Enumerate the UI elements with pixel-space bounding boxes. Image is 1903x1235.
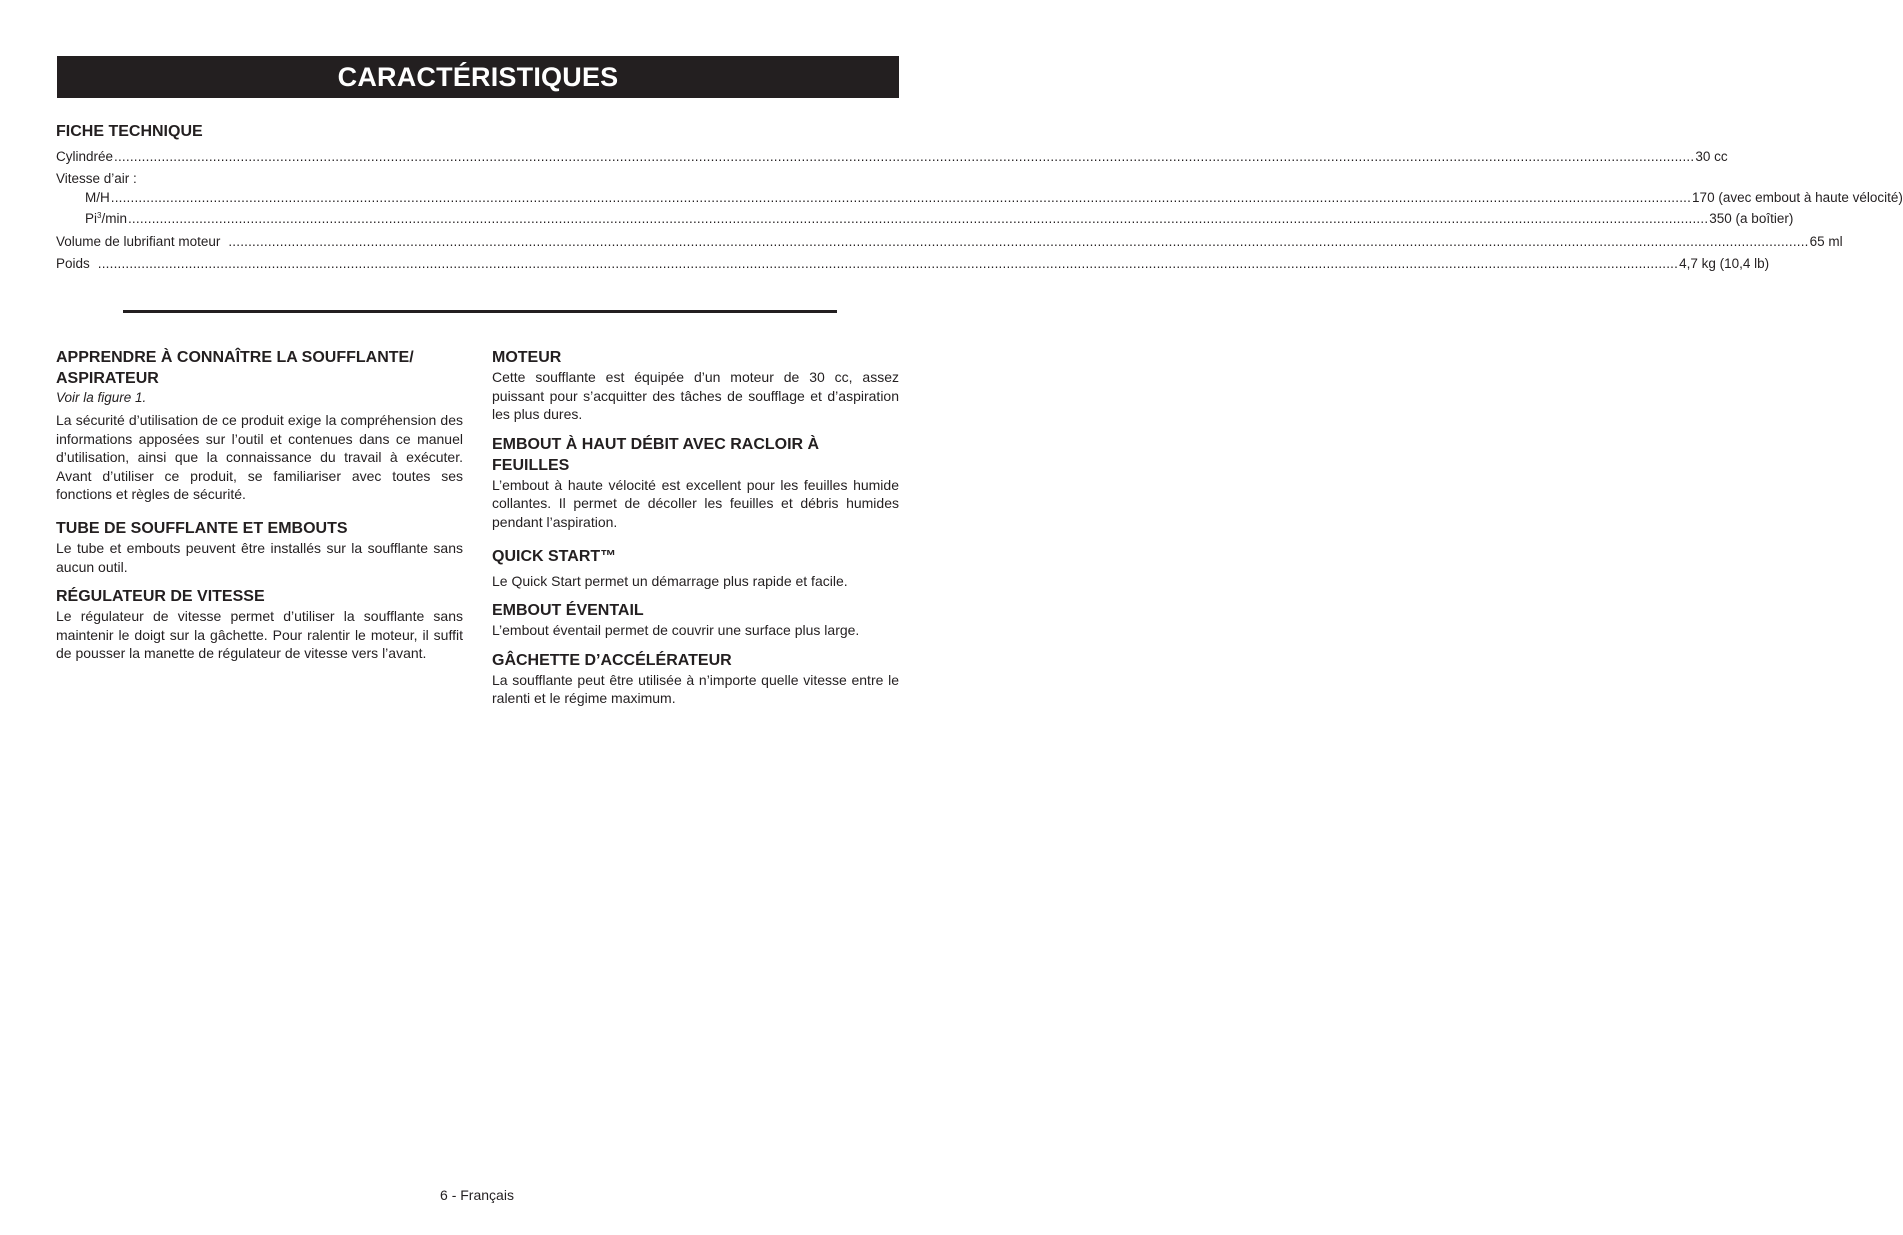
section-body-apprendre: La sécurité d’utilisation de ce produit exige la compréhension des informations apposées sur l’outil et contenues dans ce manuel d’utilisation, ainsi que la connaissance du travail à exécuter. Avant d’utiliser ce produit, se familiariser avec toutes ses fonctions et règles de sécurité.: [56, 412, 463, 503]
section-title-tube: TUBE DE SOUFFLANTE ET EMBOUTS: [56, 519, 348, 537]
spec-row-pi3min: [85, 210, 1794, 228]
spec-label: Volume de lubrifiant moteur: [56, 234, 221, 249]
section-title-regulateur: RÉGULATEUR DE VITESSE: [56, 588, 265, 606]
spec-row-vitesse-air: [56, 170, 894, 188]
spec-label: Cylindrée: [56, 149, 114, 164]
section-title-embout-eventail: EMBOUT ÉVENTAIL: [492, 602, 644, 620]
section-body-embout-haut-debit: L’embout à haute vélocité est excellent pour les feuilles humide collantes. Il permet de décoller les feuilles et débris humides pendant l’aspiration.: [492, 476, 899, 530]
spec-value: 170 (avec embout à haute vélocité): [1692, 190, 1903, 205]
figure-reference: Voir la figure 1.: [56, 390, 147, 405]
spec-value: 30 cc: [1695, 149, 1728, 164]
spec-label: M/H: [85, 190, 110, 205]
spec-heading: FICHE TECHNIQUE: [56, 123, 203, 140]
spec-value: 65 ml: [1809, 234, 1843, 249]
spec-label: Pi$^3$/min: [85, 211, 127, 226]
section-title-quick-start: QUICK START™: [492, 547, 617, 565]
dot-leader: ................................................................................................................................................................................................................................................................................................................................................................................................................: [97, 256, 1679, 271]
right-column: [492, 347, 899, 708]
section-title-embout-haut-debit: EMBOUT À HAUT DÉBIT AVEC RACLOIR À FEUILLES: [492, 435, 820, 474]
dot-leader: ................................................................................................................................................................................................................................................................................................................................................................................................................: [110, 190, 1692, 205]
spec-row-cylindree: [56, 148, 1728, 166]
spec-row-lubrifiant: [56, 233, 1843, 251]
section-title-moteur: MOTEUR: [492, 349, 562, 366]
left-column: [56, 347, 463, 663]
section-body-embout-eventail: L’embout éventail permet de couvrir une surface plus large.: [492, 622, 860, 639]
dot-leader: ................................................................................................................................................................................................................................................................................................................................................................................................................: [114, 149, 1695, 164]
section-body-moteur: Cette soufflante est équipée d’un moteur de 30 cc, assez puissant pour s’acquitter des tâches de soufflage et d’aspiration les plus dures.: [492, 369, 899, 423]
section-title-apprendre: APPRENDRE À CONNAÎTRE LA SOUFFLANTE/ ASPIRATEUR: [56, 349, 414, 387]
section-title-gachette: GÂCHETTE D’ACCÉLÉRATEUR: [492, 651, 732, 669]
spec-row-mh: [85, 189, 1903, 207]
section-body-tube: Le tube et embouts peuvent être installés sur la soufflante sans aucun outil.: [56, 539, 463, 575]
spec-value: 4,7 kg (10,4 lb): [1679, 256, 1770, 271]
section-body-quick-start: Le Quick Start permet un démarrage plus rapide et facile.: [492, 572, 848, 589]
section-body-gachette: La soufflante peut être utilisée à n’importe quelle vitesse entre le ralenti et le régime maximum.: [492, 671, 899, 707]
dot-leader: ................................................................................................................................................................................................................................................................................................................................................................................................................: [228, 234, 1809, 249]
page-banner-title: CARACTÉRISTIQUES: [57, 56, 899, 98]
spec-row-poids: [56, 255, 1770, 273]
spec-label: Poids: [56, 256, 90, 271]
section-body-regulateur: Le régulateur de vitesse permet d’utiliser la soufflante sans maintenir le doigt sur la gâchette. Pour ralentir le moteur, il suffit de pousser la manette de régulateur de vitesse vers l’avant.: [56, 608, 463, 662]
spec-value: 350 (a boîtier): [1709, 211, 1794, 226]
dot-leader: ................................................................................................................................................................................................................................................................................................................................................................................................................: [127, 211, 1709, 226]
page-footer: 6 - Français: [440, 1187, 514, 1203]
spec-label: Vitesse d’air :: [56, 171, 137, 186]
section-divider: [123, 310, 837, 313]
